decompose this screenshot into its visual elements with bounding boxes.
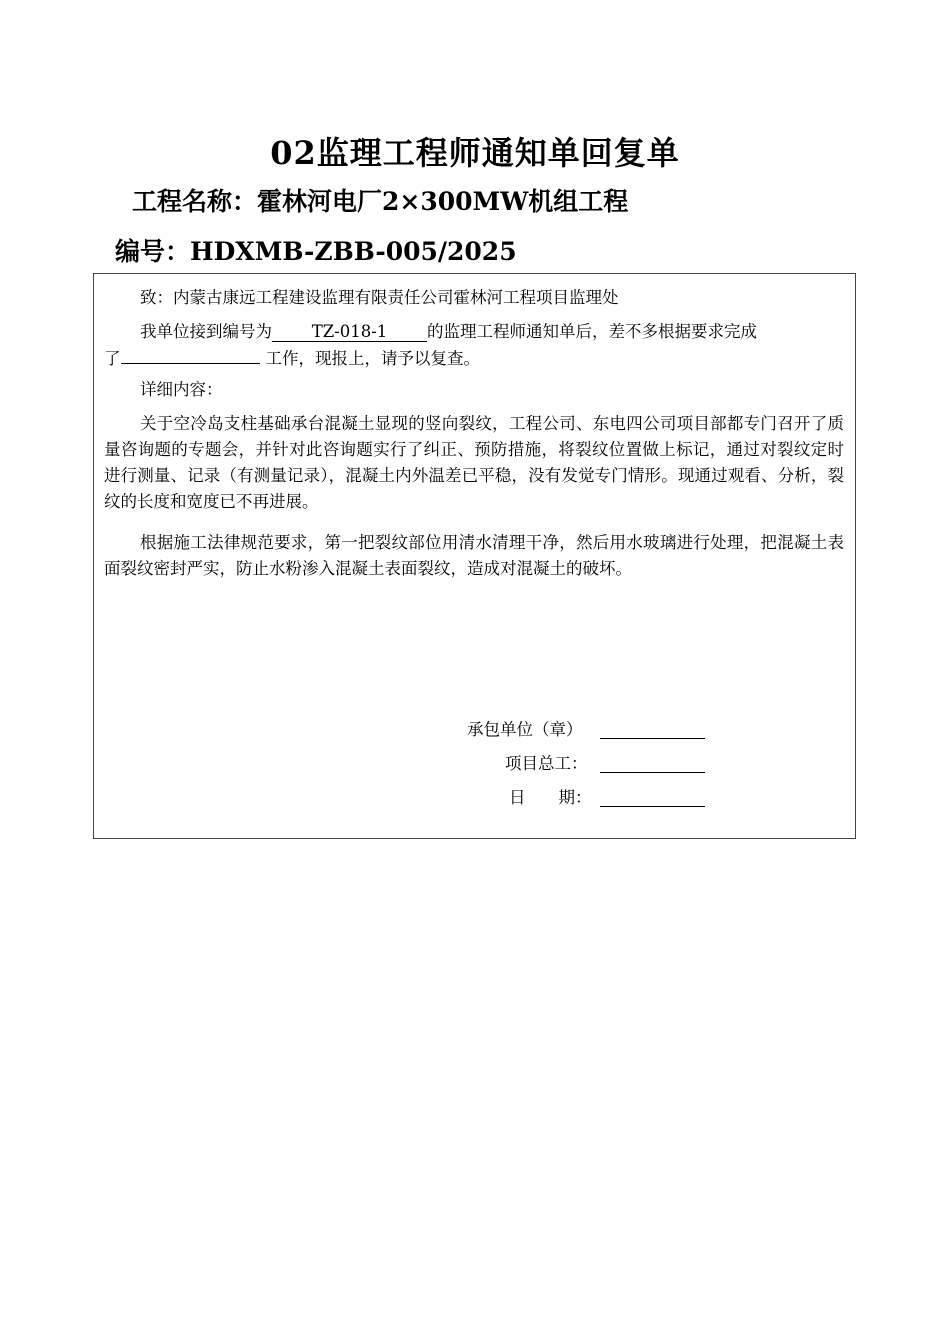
completed-line	[104, 349, 480, 369]
recipient-line: 致：内蒙古康远工程建设监理有限责任公司霍林河工程项目监理处	[140, 288, 619, 307]
date-line	[600, 806, 705, 807]
details-paragraph-1: 关于空冷岛支柱基础承台混凝土显现的竖向裂纹，工程公司、东电四公司项目部都专门召开了质量咨询题的专题会，并针对此咨询题实行了纠正、预防措施，将裂纹位置做上标记，通过对裂纹定时进行测量、记录（有测量记录），混凝土内外温差已平稳，没有发觉专门情形。现通过观看、分析，裂纹的长度和宽度已不再进展。	[104, 414, 844, 511]
date-label: 日 期：	[509, 788, 592, 807]
receipt-line	[140, 322, 757, 342]
receipt-prefix: 我单位接到编号为	[140, 322, 272, 341]
completed-prefix: 了	[104, 349, 121, 368]
page-title: 02监理工程师通知单回复单	[270, 134, 680, 172]
reply-form	[93, 273, 856, 839]
receipt-suffix: 的监理工程师通知单后，差不多根据要求完成	[427, 322, 757, 341]
completed-suffix: 工作，现报上，请予以复查。	[265, 349, 480, 368]
contractor-seal-label: 承包单位（章）	[467, 720, 583, 739]
document-number: 编号：HDXMB-ZBB-005/2025	[115, 237, 517, 266]
contractor-seal-line	[600, 738, 705, 739]
details-label: 详细内容：	[140, 380, 223, 399]
project-name: 工程名称：霍林河电厂2×300MW机组工程	[132, 187, 629, 216]
completed-work-blank	[121, 363, 260, 364]
details-paragraph-2: 根据施工法律规范要求，第一把裂纹部位用清水清理干净，然后用水玻璃进行处理，把混凝土表面裂纹密封严实，防止水粉渗入混凝土表面裂纹，造成对混凝土的破坏。	[104, 533, 844, 578]
chief-engineer-label: 项目总工：	[505, 754, 588, 773]
notice-number: TZ-018-1	[272, 323, 427, 342]
chief-engineer-line	[600, 772, 705, 773]
